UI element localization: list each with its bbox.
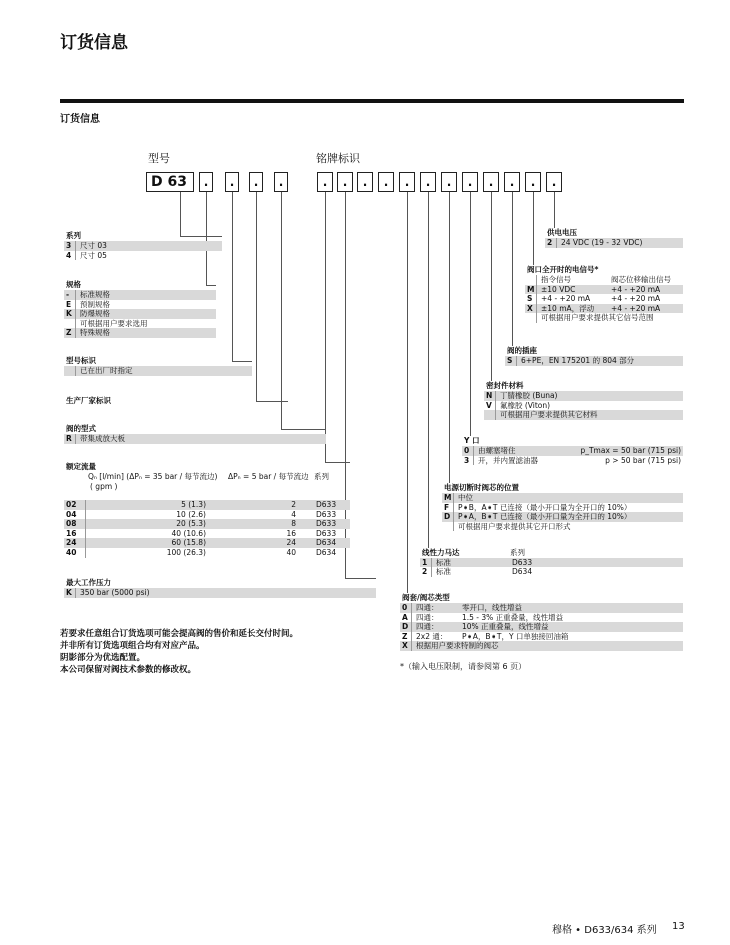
row-code: 16 <box>64 529 86 539</box>
motor-series: D634 <box>512 567 533 577</box>
leader-line <box>256 192 257 401</box>
leader-line <box>180 192 181 236</box>
row-text: P➧A，B➧T 已连接（最小开口量为全开口的 10%） <box>458 512 632 522</box>
flow-value-5bar: 8 <box>291 519 296 529</box>
table-row <box>400 632 683 642</box>
table-row <box>64 300 216 310</box>
model-id-section <box>64 356 252 376</box>
row-code: X <box>525 304 537 314</box>
max-pressure-section <box>64 578 376 598</box>
leader-line <box>428 192 429 548</box>
leader-line <box>554 192 555 228</box>
flow-series: D634 <box>316 547 337 557</box>
row-text: 标准 <box>436 557 451 567</box>
row-text: 可根据用户要求提供其它开口形式 <box>458 521 571 531</box>
table-row <box>64 366 252 376</box>
row-text: 可根据用户要求选用 <box>80 318 148 328</box>
row-code: Z <box>400 632 412 642</box>
table-row <box>64 328 216 338</box>
row-text: 350 bar (5000 psi) <box>80 588 150 597</box>
spec-title: 规格 <box>66 280 81 289</box>
spool-ways: 四通： <box>416 622 439 632</box>
row-text: 中位 <box>458 493 473 502</box>
table-row <box>484 391 683 401</box>
flow-value-5bar: 40 <box>286 547 296 557</box>
row-code: - <box>64 290 76 300</box>
table-row <box>64 510 350 520</box>
code-dot-box: . <box>483 172 499 192</box>
code-dot-box: . <box>462 172 478 192</box>
y-port-pressure: p_Tmax = 50 bar (715 psi) <box>580 446 681 455</box>
row-text: 预制规格 <box>80 299 110 309</box>
code-dot-box: . <box>504 172 520 192</box>
table-row <box>420 567 683 577</box>
row-text: 尺寸 05 <box>80 250 107 260</box>
code-dot-box: . <box>525 172 541 192</box>
y-port-pressure: p > 50 bar (715 psi) <box>605 455 681 465</box>
motor-series: D633 <box>512 557 533 567</box>
flow-head-dp: ΔPₙ = 5 bar / 每节流边 <box>228 472 309 481</box>
row-text: 由螺塞堵住 <box>478 446 516 455</box>
row-code <box>525 313 537 323</box>
row-text: 带集成放大板 <box>80 434 125 443</box>
code-dot-box: . <box>274 172 288 192</box>
row-code: M <box>442 493 454 503</box>
connector-title: 阀的插座 <box>507 346 537 355</box>
signal-section <box>525 265 683 323</box>
row-code: 0 <box>400 603 412 613</box>
table-row <box>505 356 683 366</box>
spool-ways: 四通： <box>416 603 439 612</box>
row-code: A <box>400 613 412 623</box>
flow-head-series: 系列 <box>314 472 329 481</box>
row-code: S <box>505 356 517 366</box>
row-code: 40 <box>64 548 86 558</box>
code-dot-box: . <box>420 172 436 192</box>
row-text: P➧B，A➧T 已连接（最小开口量为全开口的 10%） <box>458 502 632 512</box>
leader-line <box>325 192 326 462</box>
spool-desc: 零开口，线性增益 <box>462 603 522 612</box>
table-row <box>64 309 216 319</box>
leader-line <box>281 192 282 429</box>
spool-desc: 1.5 - 3% 正重叠量，线性增益 <box>462 612 564 622</box>
code-dot-box: . <box>337 172 353 192</box>
table-row <box>64 519 350 529</box>
table-row <box>400 641 683 651</box>
row-text: 氟橡胶 (Viton) <box>500 400 551 410</box>
signal-cmd: ±10 VDC <box>541 284 576 294</box>
table-row <box>64 241 222 251</box>
row-text: 尺寸 03 <box>80 241 107 250</box>
mfr-id-section <box>64 396 288 406</box>
flow-head-gpm: ( gpm ) <box>90 482 118 491</box>
row-text: 标准规格 <box>80 290 110 299</box>
note-4: 本公司保留对阀技术参数的修改权。 <box>60 665 197 675</box>
page-title: 订货信息 <box>60 33 128 53</box>
code-dot-box: . <box>546 172 562 192</box>
section-title: 订货信息 <box>60 114 100 125</box>
signal-out: +4 - +20 mA <box>611 284 661 294</box>
row-code: 1 <box>420 558 432 568</box>
type-label: 型号 <box>148 152 170 165</box>
leader-line <box>512 192 513 346</box>
table-row <box>64 434 326 444</box>
row-code: 2 <box>545 238 557 248</box>
row-code: K <box>64 309 76 319</box>
flow-head-qn: Qₙ [l/min] (ΔPₙ = 35 bar / 每节流边) <box>88 472 218 481</box>
table-row <box>400 622 683 632</box>
spool-section <box>400 593 683 651</box>
seal-title: 密封件材料 <box>486 381 524 390</box>
flow-value-5bar: 16 <box>286 528 296 538</box>
row-code: 04 <box>64 510 86 520</box>
flow-series: D633 <box>316 509 337 519</box>
code-dot-box: . <box>399 172 415 192</box>
signal-title: 阀口全开时的电信号* <box>527 265 599 274</box>
code-dot-box: . <box>225 172 239 192</box>
row-code: 4 <box>64 251 76 261</box>
row-code: F <box>442 503 454 513</box>
row-code: 0 <box>462 446 474 456</box>
row-code <box>442 522 454 532</box>
row-code: 24 <box>64 538 86 548</box>
flow-section <box>64 462 350 558</box>
supply-title: 供电电压 <box>547 228 577 237</box>
note-3: 阴影部分为优选配置。 <box>60 653 146 663</box>
section-rule <box>60 99 684 103</box>
nameplate-label: 铭牌标识 <box>316 152 360 165</box>
table-row <box>64 500 350 510</box>
motor-section <box>420 548 683 577</box>
flow-series: D633 <box>316 528 337 538</box>
flow-value: 60 (15.8) <box>171 538 206 548</box>
table-row <box>442 503 683 513</box>
flow-value-5bar: 4 <box>291 509 296 519</box>
table-row <box>64 538 350 548</box>
row-code: V <box>484 401 496 411</box>
spool-ways: 2x2 通： <box>416 631 448 641</box>
max-pressure-title: 最大工作压力 <box>66 578 111 587</box>
table-row <box>525 285 683 295</box>
flow-value: 20 (5.3) <box>176 519 206 529</box>
row-text: 丁腈橡胶 (Buna) <box>500 391 558 400</box>
signal-head-out: 阀芯位移输出信号 <box>611 275 671 284</box>
seal-section <box>484 381 683 420</box>
row-code <box>64 319 76 329</box>
note-2: 并非所有订货选项组合均有对应产品。 <box>60 641 205 651</box>
spool-ways: 四通： <box>416 612 439 622</box>
y-port-title: Y 口 <box>464 436 480 445</box>
connector-section <box>505 346 683 366</box>
table-row <box>525 313 683 323</box>
signal-cmd: ±10 mA，浮动 <box>541 303 595 313</box>
table-row <box>442 522 683 532</box>
table-row <box>525 294 683 304</box>
code-dot-box: . <box>249 172 263 192</box>
row-code: Z <box>64 328 76 338</box>
flow-series: D633 <box>316 500 337 509</box>
mfr-id-title: 生产厂家标识 <box>66 396 111 405</box>
spool-desc: 10% 正重叠量，线性增益 <box>462 622 549 632</box>
table-row <box>64 251 222 261</box>
table-row <box>525 304 683 314</box>
leader-line <box>533 192 534 265</box>
table-row <box>64 319 216 329</box>
code-dot-box: . <box>357 172 373 192</box>
row-code: M <box>525 285 537 295</box>
flow-series: D634 <box>316 538 337 548</box>
row-code <box>484 410 496 420</box>
row-code: 2 <box>420 567 432 577</box>
row-code: 3 <box>64 241 76 251</box>
row-code: N <box>484 391 496 401</box>
row-text: 6+PE，EN 175201 的 804 部分 <box>521 356 635 365</box>
code-dot-box: . <box>199 172 213 192</box>
row-text: 可根据用户要求提供其它材料 <box>500 410 598 420</box>
table-row <box>64 529 350 539</box>
signal-out: +4 - +20 mA <box>611 303 661 313</box>
row-text: 标准 <box>436 567 451 577</box>
failsafe-title: 电源切断时阀芯的位置 <box>444 483 519 492</box>
flow-value: 40 (10.6) <box>171 528 206 538</box>
signal-head-cmd: 指令信号 <box>541 275 571 284</box>
table-row <box>462 446 683 456</box>
note-1: 若要求任意组合订货选项可能会提高阀的售价和延长交付时间。 <box>60 629 299 639</box>
row-code: 02 <box>64 500 86 510</box>
supply-section <box>545 228 683 248</box>
signal-out: +4 - +20 mA <box>611 294 661 304</box>
spool-desc: P➧A，B➧T，Y 口单独接回油箱 <box>462 631 569 641</box>
type-code-box: D 63 <box>146 172 194 192</box>
table-row <box>400 613 683 623</box>
motor-title: 线性力马达 <box>422 548 460 557</box>
flow-value-5bar: 2 <box>291 500 296 509</box>
spool-ways: 根据用户要求特制的阀芯 <box>416 641 499 651</box>
table-row <box>442 493 683 503</box>
footnote: *（输入电压限制，请参阅第 6 页） <box>400 662 527 671</box>
flow-value-5bar: 24 <box>286 538 296 548</box>
flow-series: D633 <box>316 519 337 529</box>
row-text: 防爆规格 <box>80 309 110 319</box>
spec-section <box>64 280 216 338</box>
notes <box>60 628 298 676</box>
leader-line <box>407 192 408 593</box>
row-text: 特殊规格 <box>80 328 110 338</box>
leader-line <box>232 192 233 361</box>
valve-type-title: 阀的型式 <box>66 424 96 433</box>
table-row <box>484 410 683 420</box>
row-code: 3 <box>462 456 474 466</box>
row-code: X <box>400 641 412 651</box>
row-code: S <box>525 294 537 304</box>
row-text: 已在出厂时指定 <box>80 366 133 375</box>
row-code: 08 <box>64 519 86 529</box>
flow-value: 10 (2.6) <box>176 509 206 519</box>
table-row <box>484 401 683 411</box>
table-row <box>400 603 683 613</box>
table-row <box>442 512 683 522</box>
signal-cmd: 可根据用户要求提供其它信号范围 <box>541 313 654 323</box>
table-row <box>64 290 216 300</box>
flow-value: 5 (1.3) <box>181 500 206 509</box>
code-dot-box: . <box>441 172 457 192</box>
model-id-title: 型号标识 <box>66 356 96 365</box>
table-row <box>462 456 683 466</box>
y-port-section <box>462 436 683 465</box>
failsafe-section <box>442 483 683 531</box>
table-row <box>545 238 683 248</box>
code-dot-box: . <box>317 172 333 192</box>
leader-line <box>449 192 450 483</box>
row-text: 24 VDC (19 - 32 VDC) <box>561 238 643 247</box>
table-row <box>64 588 376 598</box>
code-dot-box: . <box>378 172 394 192</box>
series-title: 系列 <box>66 231 81 240</box>
row-code: D <box>442 512 454 522</box>
valve-type-section <box>64 424 326 444</box>
row-code: R <box>64 434 76 444</box>
motor-head-series: 系列 <box>510 548 525 557</box>
row-code: E <box>64 300 76 310</box>
series-section <box>64 231 222 260</box>
flow-value: 100 (26.3) <box>166 547 206 557</box>
flow-title: 额定流量 <box>66 462 96 471</box>
footer-brand: 穆格 • D633/634 系列 <box>552 925 657 936</box>
table-row <box>64 548 350 558</box>
spool-title: 阀套/阀芯类型 <box>402 593 450 602</box>
signal-cmd: +4 - +20 mA <box>541 294 591 304</box>
row-code: K <box>64 588 76 598</box>
leader-line <box>491 192 492 381</box>
table-row <box>420 558 683 568</box>
row-code: D <box>400 622 412 632</box>
leader-line <box>470 192 471 436</box>
footer-page: 13 <box>672 921 685 932</box>
row-code <box>64 366 76 376</box>
row-text: 开，并内置滤油器 <box>478 455 538 465</box>
